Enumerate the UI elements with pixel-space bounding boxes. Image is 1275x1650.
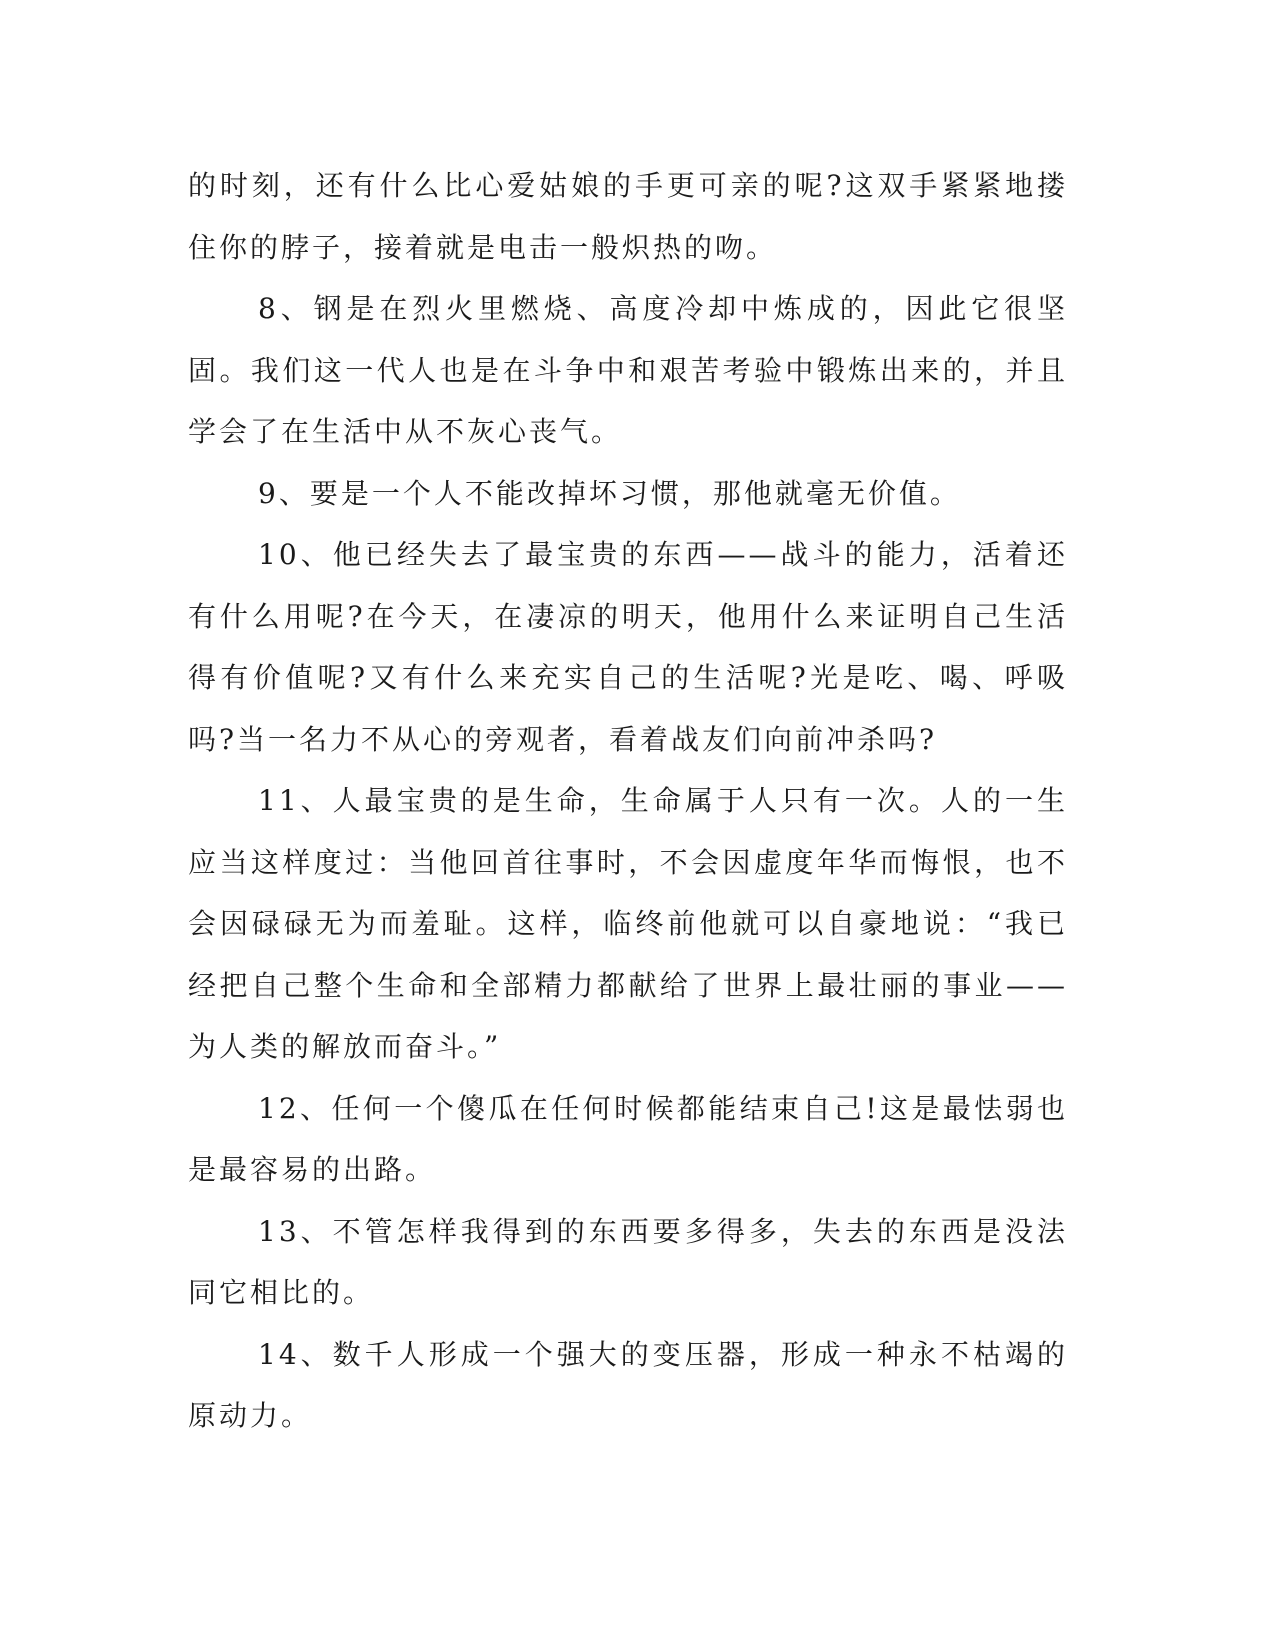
paragraph-quote-8: 8、钢是在烈火里燃烧、高度冷却中炼成的，因此它很坚固。我们这一代人也是在斗争中和艰苦考验中锻炼出来的，并且学会了在生活中从不灰心丧气。	[188, 292, 1068, 448]
paragraph-quote-9: 9、要是一个人不能改掉坏习惯，那他就毫无价值。	[258, 476, 961, 510]
paragraph-quote-12: 12、任何一个傻瓜在任何时候都能结束自己!这是最怯弱也是最容易的出路。	[188, 1091, 1068, 1186]
paragraph-continuation: 的时刻，还有什么比心爱姑娘的手更可亲的呢?这双手紧紧地搂住你的脖子，接着就是电击一般炽热的吻。	[188, 169, 1068, 264]
paragraph-quote-10: 10、他已经失去了最宝贵的东西——战斗的能力，活着还有什么用呢?在今天，在凄凉的明天，他用什么来证明自己生活得有价值呢?又有什么来充实自己的生活呢?光是吃、喝、呼吸吗?当一名力不从心的旁观者，看着战友们向前冲杀吗?	[188, 538, 1068, 756]
paragraph-quote-13: 13、不管怎样我得到的东西要多得多，失去的东西是没法同它相比的。	[188, 1214, 1068, 1309]
paragraph-quote-11: 11、人最宝贵的是生命，生命属于人只有一次。人的一生应当这样度过：当他回首往事时，不会因虚度年华而悔恨，也不会因碌碌无为而羞耻。这样，临终前他就可以自豪地说：“我已经把自己整个生命和全部精力都献给了世界上最壮丽的事业——为人类的解放而奋斗。”	[188, 784, 1068, 1063]
paragraph-quote-14: 14、数千人形成一个强大的变压器，形成一种永不枯竭的原动力。	[188, 1337, 1068, 1432]
document-body	[188, 155, 1068, 1447]
